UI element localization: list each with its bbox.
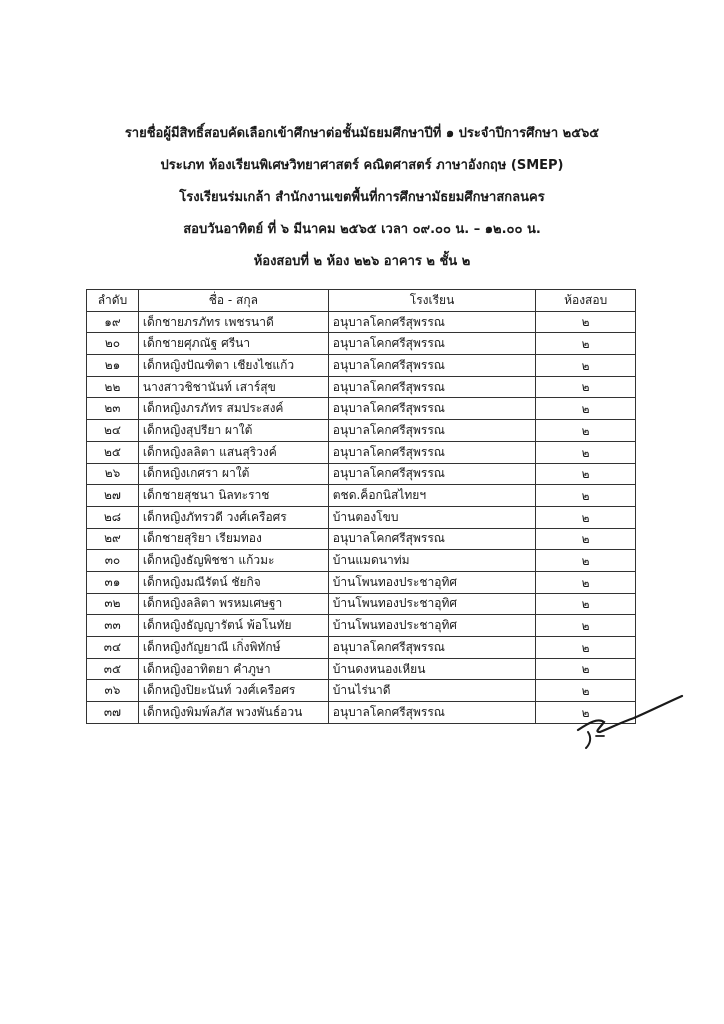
student-name: เด็กหญิงลลิตา พรหมเศษฐา — [138, 593, 328, 615]
row-number: ๑๙ — [87, 311, 139, 333]
student-name: เด็กหญิงสุปรียา ผาใต้ — [138, 420, 328, 442]
table-row — [87, 571, 636, 593]
column-header-number: ลำดับ — [87, 290, 139, 312]
school-name-cell: บ้านไร่นาดี — [328, 680, 536, 702]
student-name: เด็กหญิงกัญยาณี เกิ่งพิทักษ์ — [138, 637, 328, 659]
student-name: เด็กหญิงปิยะนันท์ วงศ์เครือศร — [138, 680, 328, 702]
table-row — [87, 485, 636, 507]
table-row — [87, 680, 636, 702]
table-row — [87, 702, 636, 724]
school-name-cell: อนุบาลโคกศรีสุพรรณ — [328, 702, 536, 724]
student-name: เด็กหญิงปัณฑิตา เชียงไชแก้ว — [138, 355, 328, 377]
exam-room-cell: ๒ — [536, 615, 636, 637]
school-name-cell: อนุบาลโคกศรีสุพรรณ — [328, 528, 536, 550]
table-row — [87, 615, 636, 637]
exam-room-cell: ๒ — [536, 376, 636, 398]
student-name: เด็กหญิงภัทรวดี วงศ์เครือศร — [138, 506, 328, 528]
document-title: รายชื่อผู้มีสิทธิ์สอบคัดเลือกเข้าศึกษาต่อชั้นมัธยมศึกษาปีที่ ๑ ประจำปีการศึกษา ๒๕๖๕ — [124, 126, 600, 141]
handwritten-signature-icon — [570, 692, 690, 750]
exam-room-info: ห้องสอบที่ ๒ ห้อง ๒๒๖ อาคาร ๒ ชั้น ๒ — [253, 254, 471, 269]
row-number: ๒๔ — [87, 420, 139, 442]
exam-date: สอบวันอาทิตย์ ที่ ๖ มีนาคม ๒๕๖๕ เวลา ๐๙.๐๐ น. – ๑๒.๐๐ น. — [183, 222, 541, 237]
row-number: ๒๒ — [87, 376, 139, 398]
row-number: ๒๙ — [87, 528, 139, 550]
student-name: เด็กหญิงมณีรัตน์ ชัยกิจ — [138, 571, 328, 593]
student-name: เด็กหญิงพิมพ์ลภัส พวงพันธ์อวน — [138, 702, 328, 724]
exam-room-cell: ๒ — [536, 528, 636, 550]
school-name-cell: อนุบาลโคกศรีสุพรรณ — [328, 311, 536, 333]
student-name: เด็กชายภรภัทร เพชรนาดี — [138, 311, 328, 333]
table-row — [87, 376, 636, 398]
exam-room-cell: ๒ — [536, 485, 636, 507]
row-number: ๓๖ — [87, 680, 139, 702]
exam-room-cell: ๒ — [536, 355, 636, 377]
table-row — [87, 528, 636, 550]
exam-room-cell: ๒ — [536, 441, 636, 463]
column-header-room: ห้องสอบ — [536, 290, 636, 312]
student-name: เด็กชายศุภณัฐ ศรีนา — [138, 333, 328, 355]
school-name-cell: บ้านตองโขบ — [328, 506, 536, 528]
school-name-cell: ตชด.ค็อกนิสไทยฯ — [328, 485, 536, 507]
school-name: โรงเรียนร่มเกล้า สำนักงานเขตพื้นที่การศึกษามัธยมศึกษาสกลนคร — [179, 190, 545, 205]
student-name: เด็กหญิงเกศรา ผาใต้ — [138, 463, 328, 485]
row-number: ๒๖ — [87, 463, 139, 485]
exam-room-cell: ๒ — [536, 463, 636, 485]
school-name-cell: อนุบาลโคกศรีสุพรรณ — [328, 420, 536, 442]
student-name: เด็กหญิงภรภัทร สมประสงค์ — [138, 398, 328, 420]
table-row — [87, 311, 636, 333]
exam-room-cell: ๒ — [536, 658, 636, 680]
table-row — [87, 658, 636, 680]
exam-room-cell: ๒ — [536, 506, 636, 528]
school-name-cell: บ้านแมดนาท่ม — [328, 550, 536, 572]
school-name-cell: อนุบาลโคกศรีสุพรรณ — [328, 376, 536, 398]
row-number: ๒๗ — [87, 485, 139, 507]
student-name: เด็กชายสุริยา เรียมทอง — [138, 528, 328, 550]
student-name: เด็กหญิงอาทิตยา คำภูษา — [138, 658, 328, 680]
row-number: ๓๐ — [87, 550, 139, 572]
row-number: ๒๓ — [87, 398, 139, 420]
table-row — [87, 441, 636, 463]
student-name: นางสาวชิชานันท์ เสาร์สุข — [138, 376, 328, 398]
table-row — [87, 398, 636, 420]
school-name-cell: อนุบาลโคกศรีสุพรรณ — [328, 398, 536, 420]
table-row — [87, 463, 636, 485]
document-header — [0, 126, 724, 286]
row-number: ๓๕ — [87, 658, 139, 680]
row-number: ๒๘ — [87, 506, 139, 528]
candidate-table — [86, 289, 636, 724]
row-number: ๓๑ — [87, 571, 139, 593]
table-row — [87, 550, 636, 572]
exam-room-cell: ๒ — [536, 593, 636, 615]
exam-room-cell: ๒ — [536, 333, 636, 355]
exam-room-cell: ๒ — [536, 550, 636, 572]
table-row — [87, 420, 636, 442]
school-name-cell: บ้านโพนทองประชาอุทิศ — [328, 593, 536, 615]
row-number: ๓๔ — [87, 637, 139, 659]
program-type: ประเภท ห้องเรียนพิเศษวิทยาศาสตร์ คณิตศาสตร์ ภาษาอังกฤษ (SMEP) — [160, 158, 564, 173]
exam-room-cell: ๒ — [536, 571, 636, 593]
school-name-cell: อนุบาลโคกศรีสุพรรณ — [328, 441, 536, 463]
table-header-row — [87, 290, 636, 312]
student-name: เด็กหญิงธัญพิชชา แก้วมะ — [138, 550, 328, 572]
column-header-name: ชื่อ - สกุล — [138, 290, 328, 312]
table-row — [87, 637, 636, 659]
row-number: ๒๐ — [87, 333, 139, 355]
exam-room-cell: ๒ — [536, 637, 636, 659]
exam-room-cell: ๒ — [536, 680, 636, 702]
school-name-cell: อนุบาลโคกศรีสุพรรณ — [328, 463, 536, 485]
school-name-cell: อนุบาลโคกศรีสุพรรณ — [328, 637, 536, 659]
school-name-cell: อนุบาลโคกศรีสุพรรณ — [328, 355, 536, 377]
column-header-school: โรงเรียน — [328, 290, 536, 312]
exam-room-cell: ๒ — [536, 702, 636, 724]
student-name: เด็กหญิงธัญญารัตน์ พ้อโนทัย — [138, 615, 328, 637]
school-name-cell: อนุบาลโคกศรีสุพรรณ — [328, 333, 536, 355]
student-name: เด็กชายสุชนา นิลทะราช — [138, 485, 328, 507]
exam-room-cell: ๒ — [536, 311, 636, 333]
row-number: ๒๕ — [87, 441, 139, 463]
table-row — [87, 333, 636, 355]
table-body — [87, 311, 636, 723]
row-number: ๓๗ — [87, 702, 139, 724]
table-row — [87, 355, 636, 377]
row-number: ๓๓ — [87, 615, 139, 637]
exam-room-cell: ๒ — [536, 420, 636, 442]
school-name-cell: บ้านโพนทองประชาอุทิศ — [328, 615, 536, 637]
student-name: เด็กหญิงลลิตา แสนสุริวงค์ — [138, 441, 328, 463]
table-row — [87, 506, 636, 528]
table-row — [87, 593, 636, 615]
row-number: ๒๑ — [87, 355, 139, 377]
school-name-cell: บ้านโพนทองประชาอุทิศ — [328, 571, 536, 593]
exam-room-cell: ๒ — [536, 398, 636, 420]
row-number: ๓๒ — [87, 593, 139, 615]
school-name-cell: บ้านดงหนองเหียน — [328, 658, 536, 680]
